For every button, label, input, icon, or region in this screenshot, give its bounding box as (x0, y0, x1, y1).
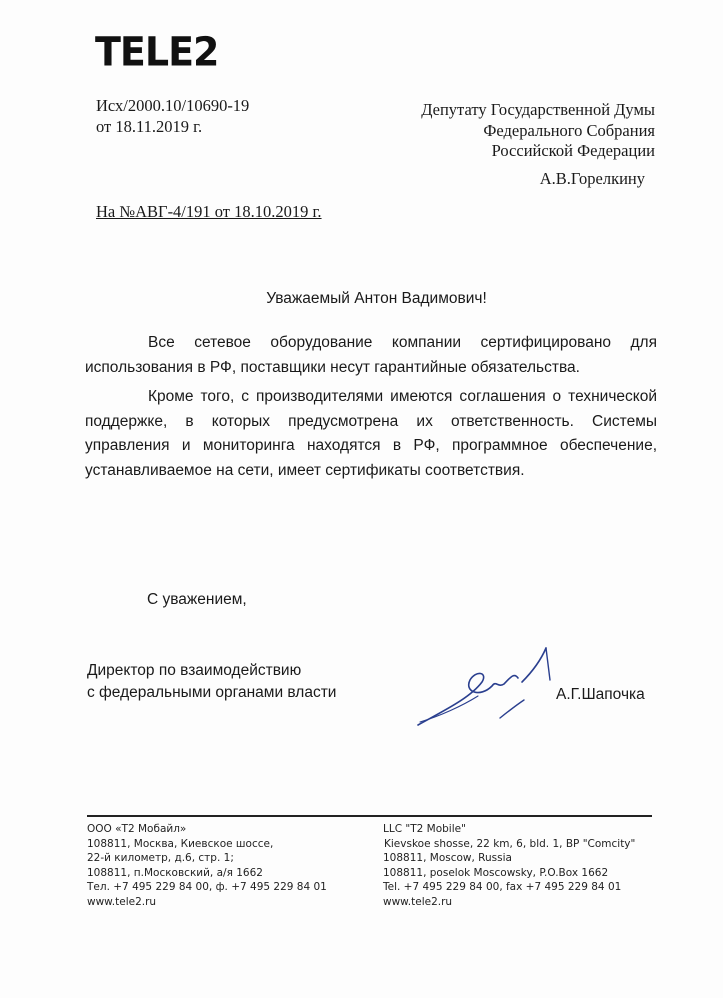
footer-ru-line: ООО «Т2 Мобайл» (87, 823, 187, 835)
outgoing-number: Исх/2000.10/10690-19 (96, 96, 250, 115)
footer-en-line: 108811, Moscow, Russia (383, 852, 512, 864)
handwritten-signature (400, 640, 570, 735)
paragraph-1: Все сетевое оборудование компании сертифицировано для использования в РФ, поставщики несут гарантийные обязательства. (85, 334, 657, 376)
footer-en-website: www.tele2.ru (383, 895, 453, 908)
letter-body (85, 331, 657, 488)
outgoing-reference (96, 95, 249, 137)
footer-english (383, 822, 635, 909)
footer-divider (87, 815, 652, 817)
position-line-1: Директор по взаимодействию (87, 662, 302, 679)
position-line-2: с федеральными органами власти (87, 683, 337, 701)
footer-en-line: 108811, poselok Moscowsky, P.O.Box 1662 (383, 866, 609, 879)
footer-ru-line: 108811, Москва, Киевское шоссе, (87, 837, 274, 850)
footer-en-line: Tel. +7 495 229 84 00, fax +7 495 229 84 01 (383, 881, 622, 893)
addressee-line-1: Депутату Государственной Думы (421, 100, 655, 119)
signatory-name: А.Г.Шапочка (556, 686, 645, 703)
tele2-logo: TELE2 (95, 28, 219, 76)
paragraph-2: Кроме того, с производителями имеются соглашения о технической поддержке, в которых предусмотрена их ответственность. Системы управления и мониторинга находятся в РФ, программное обеспечение, устанавливаемое на сети, имеет сертификаты соответствия. (85, 388, 657, 479)
footer-russian (87, 822, 327, 909)
footer-en-line: Kievskoe shosse, 22 km, 6, bld. 1, BP "Comcity" (384, 837, 636, 850)
addressee-line-2: Федерального Собрания (483, 120, 655, 140)
addressee-name: А.В.Горелкину (539, 168, 645, 188)
outgoing-date: от 18.11.2019 г. (96, 117, 203, 136)
footer-ru-line: Тел. +7 495 229 84 00, ф. +7 495 229 84 01 (87, 881, 327, 893)
greeting: Уважаемый Антон Вадимович! (266, 290, 487, 307)
addressee-block (355, 100, 655, 189)
footer-ru-line: 108811, п.Московский, а/я 1662 (87, 866, 263, 879)
closing: С уважением, (147, 591, 247, 608)
footer-ru-website: www.tele2.ru (87, 895, 157, 908)
signatory-position (87, 660, 336, 703)
footer-en-line: LLC "T2 Mobile" (383, 823, 466, 835)
in-reply-to: На №АВГ-4/191 от 18.10.2019 г. (96, 202, 322, 221)
addressee-line-3: Российской Федерации (491, 141, 655, 160)
footer-ru-line: 22-й километр, д.6, стр. 1; (87, 852, 234, 864)
